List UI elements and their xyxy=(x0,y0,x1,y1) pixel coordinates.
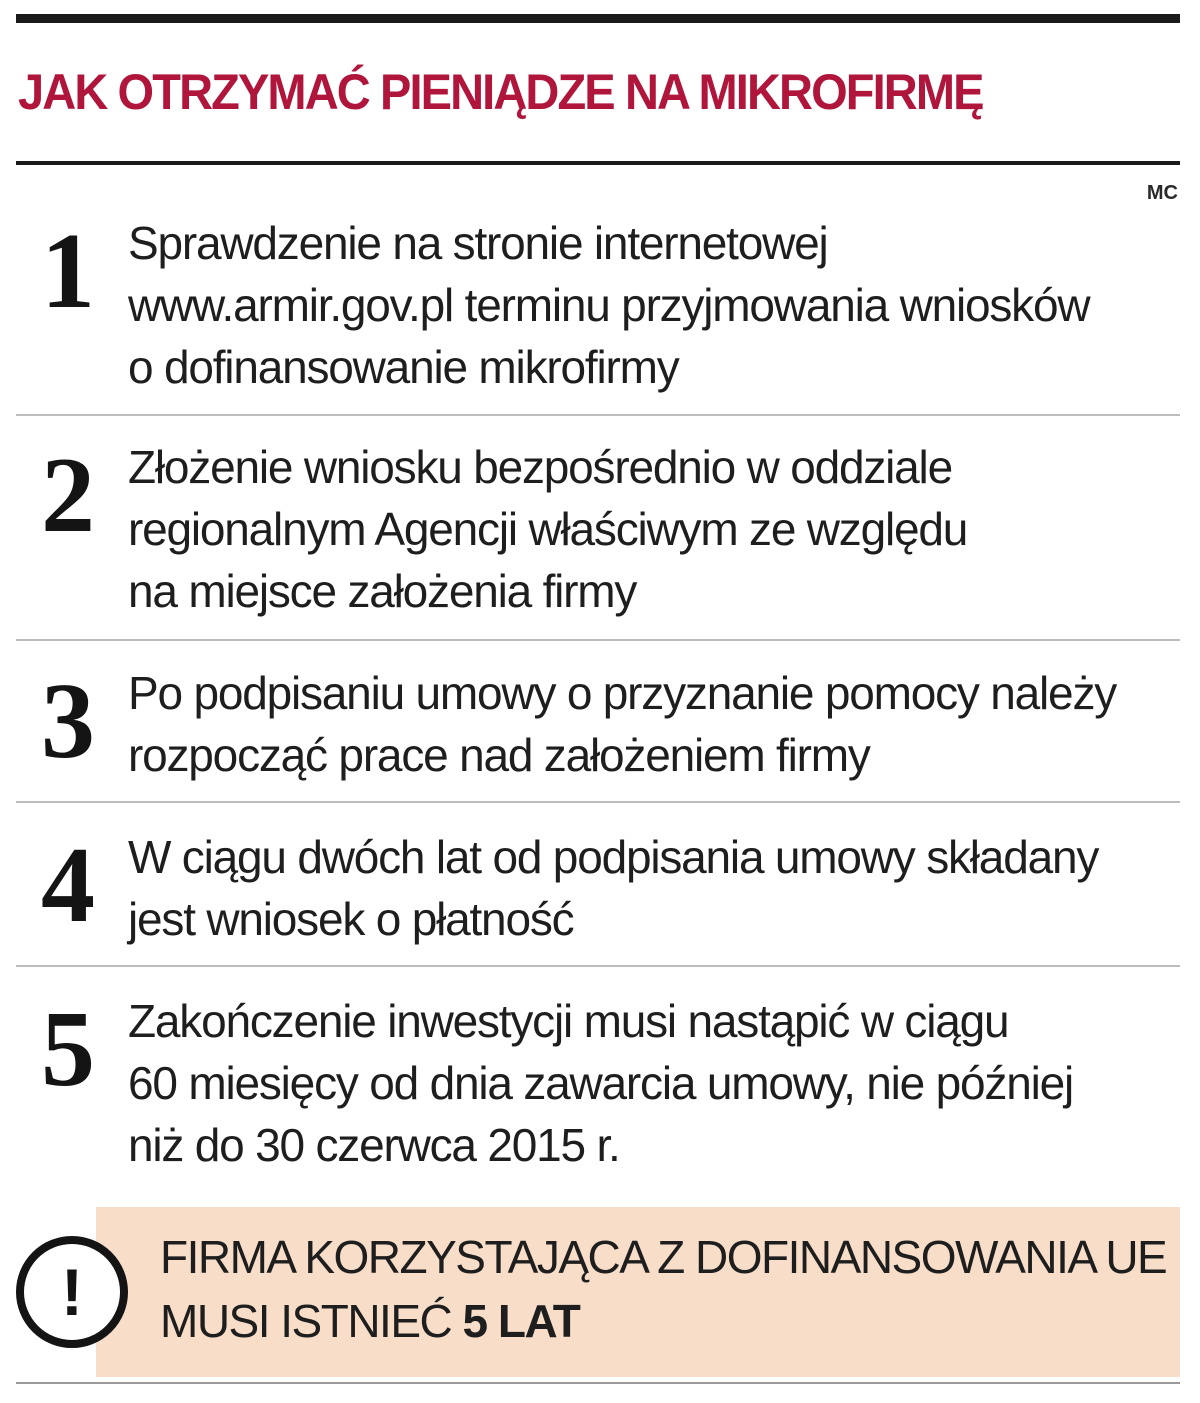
step-text: W ciągu dwóch lat od podpisania umowy składany jest wniosek o płatność xyxy=(128,831,1099,945)
divider xyxy=(16,965,1180,967)
divider xyxy=(16,639,1180,641)
bottom-rule xyxy=(16,1382,1180,1384)
divider xyxy=(16,801,1180,803)
step-number: 3 xyxy=(41,662,95,781)
top-rule xyxy=(16,14,1180,23)
step-number: 1 xyxy=(41,212,95,331)
step-number: 4 xyxy=(41,826,95,945)
title-rule xyxy=(16,161,1180,165)
note-highlight: 5 LAT xyxy=(462,1295,580,1347)
source-credit: MC xyxy=(1146,182,1178,204)
note-text xyxy=(160,1225,1170,1353)
step-number: 2 xyxy=(41,436,95,555)
step-text: Zakończenie inwestycji musi nastąpić w ciągu 60 miesięcy od dnia zawarcia umowy, nie później niż do 30 czerwca 2015 r. xyxy=(128,995,1074,1171)
exclamation-icon: ! xyxy=(16,1236,128,1348)
note-line-2 xyxy=(160,1289,1170,1353)
note-line-1: FIRMA KORZYSTAJĄCA Z DOFINANSOWANIA UE xyxy=(160,1231,1167,1283)
note-line-2-prefix: MUSI ISTNIEĆ xyxy=(160,1295,463,1347)
step-number: 5 xyxy=(41,990,95,1109)
page-title: JAK OTRZYMAĆ PIENIĄDZE NA MIKROFIRMĘ xyxy=(18,64,983,120)
step-text: Złożenie wniosku bezpośrednio w oddziale regionalnym Agencji właściwym ze względu na miejsce założenia firmy xyxy=(128,441,968,617)
step-text: Po podpisaniu umowy o przyznanie pomocy należy rozpocząć prace nad założeniem firmy xyxy=(128,667,1117,781)
step-text: Sprawdzenie na stronie internetowej www.armir.gov.pl terminu przyjmowania wniosków o dofinansowanie mikrofirmy xyxy=(128,217,1090,393)
divider xyxy=(16,414,1180,416)
